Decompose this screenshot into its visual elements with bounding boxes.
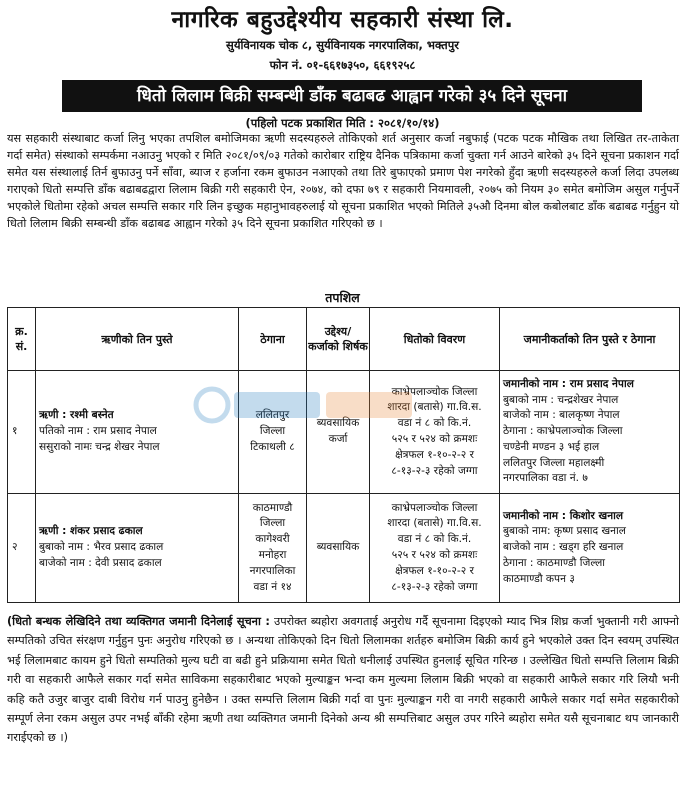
guarantor-line: ठेगाना : काभ्रेपलाञ्चोक जिल्ला [503, 425, 623, 438]
address-line: नगरपालिका [249, 564, 296, 577]
row-address [239, 494, 307, 603]
header-borrower: ऋणीको तिन पुस्ते [36, 308, 239, 371]
collateral-line: काभ्रेपलाञ्चोक जिल्ला [391, 385, 478, 398]
borrower-line: बाजेको नाम : देवी प्रसाद ढकाल [39, 556, 162, 569]
footer-lead: (धितो बन्धक लेखिदिने तथा व्यक्तिगत जमानी दिनेलाई सूचना : [7, 615, 270, 628]
borrower-line: पतिको नाम : राम प्रसाद नेपाल [39, 425, 157, 438]
collateral-line: शारदा (बतासे) गा.वि.स. [387, 517, 482, 530]
row-borrower [36, 494, 239, 603]
collateral-line: काभ्रेपलाञ्चोक जिल्ला [391, 501, 478, 514]
table-caption: तपशिल [325, 290, 360, 305]
guarantor-line: बुबाको नाम: कृष्ण प्रसाद खनाल [503, 525, 626, 538]
row-borrower [36, 371, 239, 494]
row-guarantor [500, 494, 680, 603]
address-line: कागेश्वरी [255, 533, 290, 546]
published-date: (पहिलो पटक प्रकाशित मिति : २०८१/१०/१४) [245, 116, 440, 130]
row-guarantor [500, 371, 680, 494]
collateral-line: क्षेत्रफल १-१०-२-२ र [395, 564, 474, 577]
table-row [8, 494, 680, 603]
intro-paragraph: यस सहकारी संस्थाबाट कर्जा लिनु भएका तपशिल बमोजिमका ऋणी सदस्यहरुले तोकिएको शर्त अनुसार कर्जा नबुफाई (पटक पटक मौखिक तथा लिखित तर-ताकेता गर्दा समेत) संस्थाको सम्पर्कमा नआउनु भएको र मिति २०८१/०९/०३ गतेको कारोबार राष्ट्रिय दैनिक पत्रिकामा कर्जा चुक्ता गर्न आउने बारेको ३५ दिने सूचना प्रकाशन गर्दा समेत यस संस्थालाई तिर्न बुफाउनु पर्ने साँवा, ब्याज र हर्जाना रकम बुफाउन नआएको तथा तिरे बुफाएको प्रमाण पेश नगरेको हुँदा ऋणी सदस्यहरुले कर्जा लिदा उपलब्ध गराएको धितो सम्पत्ति डाँक बढाबढद्वारा लिलाम बिक्री गरी सहकारी ऐन, २०७४, को दफा ७९ र सहकारी नियमावली, २०७५ को नियम ३० समेत बमोजिम असुल गर्नुपर्ने भएकोले धितोमा रहेको अचल सम्पत्ति सकार गरि लिन इच्छुक महानुभावहरुलाई यो सूचना प्रकाशित भएको मितिले ३५औ दिनमा बोल कबोलबाट डाँक बढाबढ गर्नुहुन यो धितो लिलाम बिक्री सम्बन्धी डाँक बढाबढ आह्वान गरेको ३५ दिने सूचना प्रकाशित गरिएको छ । [7, 132, 679, 230]
header-purpose: उद्देश्य/ कर्जाको शिर्षक [307, 308, 370, 371]
footer-body: उपरोक्त ब्यहोरा अवगताई अनुरोध गर्दै सूचनामा दिइएको म्याद भित्र शिघ्र कर्जा भुक्तानी गरी आफ्नो सम्पतिको उचित संरक्षण गर्नुहुन पुनः अनुरोध गरिएको छ । अन्यथा तोकिएको दिन धितो लिलामका शर्तहरु बमोजिम बिक्री कार्य हुने भएकोले उक्त दिन स्वयम् उपस्थित भई लिलामबाट कायम हुने धितो सम्पतिको मुल्य घटी वा बढी हुने प्रक्रियामा समेत धितो धनीलाई उपस्थित हुनलाई सूचित गरिन्छ । उल्लेखित धितो सम्पत्ति लिलाम बिक्री गरी वा सहकारी आफैले सकार गर्दा समेत साविकमा सहकारीबाट भएको मुल्याङ्कन भन्दा कम मुल्यमा लिलाम बिक्री भएको वा सहकारी आफैले सकार गरि लियौ भनी कहि कतै उजुर बाजुर दाबी विरोध गर्न पाउनु हुनेछैन । उक्त सम्पत्ति लिलाम बिक्री गर्दा वा पुनः मुल्याङ्कन गरी वा नगरी सहकारी आफैले सकार गर्दा समेत सहकारीको सम्पूर्ण लेना रकम असुल उपर नभई बाँकी रहेमा ऋणी तथा व्यक्तिगत जमानी दिनेको अन्य श्री सम्पत्तिबाट असुल उपर गरिने ब्यहोरा समेत यसै सूचनाबाट थप जानकारी गराईएको छ ।) [7, 615, 679, 745]
header-collateral: धितोको विवरण [370, 308, 500, 371]
collateral-line: वडा नं ८ को कि.नं. [397, 417, 472, 430]
guarantor-line: काठमाण्डौ कपन ३ [503, 572, 575, 585]
address-line: जिल्ला [259, 425, 286, 438]
header-guarantor: जमानीकर्ताको तिन पुस्ते र ठेगाना [500, 308, 680, 371]
borrower-line: ससुराको नामः चन्द्र शेखर नेपाल [39, 440, 160, 453]
collateral-line: वडा नं ८ को कि.नं. [397, 533, 472, 546]
notice-title-banner: धितो लिलाम बिक्री सम्बन्धी डाँक बढाबढ आह्वान गरेको ३५ दिने सूचना [62, 80, 642, 112]
collateral-line: ८-१३-२-३ रहेको जग्गा [391, 580, 478, 593]
address-line: टिकाथली ८ [250, 440, 295, 453]
row-sn: २ [8, 494, 36, 603]
borrower-name: ऋणी : शंकर प्रसाद ढकाल [39, 525, 143, 538]
header-address: ठेगाना [239, 308, 307, 371]
row-purpose [307, 494, 370, 603]
address-line: ललितपुर [255, 409, 290, 422]
purpose-line: ब्यवसायिक [316, 541, 360, 554]
address-line: काठमाण्डौ [252, 501, 293, 514]
address-line: वडा नं १४ [253, 580, 292, 593]
guarantor-name: जमानीको नाम : राम प्रसाद नेपाल [503, 377, 634, 390]
schedule-table [7, 307, 680, 603]
guarantor-line: ललितपुर जिल्ला महालक्ष्मी [503, 456, 605, 469]
purpose-line: ब्यवसायिक [316, 417, 360, 430]
borrower-name: ऋणी : रश्मी बस्नेत [39, 409, 114, 422]
guarantor-line: बुबाको नाम : चन्द्रशेखर नेपाल [503, 393, 619, 406]
address-line: मनोहरा [258, 549, 287, 561]
guarantor-line: बाजेको नाम : खड्ग हरि खनाल [503, 541, 624, 554]
row-purpose [307, 371, 370, 494]
org-address: सुर्यविनायक चोक ८, सुर्यविनायक नगरपालिका, भक्तपुर [226, 38, 459, 52]
org-name: नागरिक बहुउद्देश्यीय सहकारी संस्था लि. [171, 7, 514, 33]
row-collateral [370, 494, 500, 603]
row-address [239, 371, 307, 494]
row-collateral [370, 371, 500, 494]
schedule-table-wrap [7, 307, 679, 603]
footer-notice [7, 612, 679, 748]
row-sn: १ [8, 371, 36, 494]
guarantor-line: नगरपालिका वडा नं. ७ [503, 472, 588, 485]
collateral-line: क्षेत्रफल १-१०-२-२ र [395, 448, 474, 461]
collateral-line: ५२५ र ५२४ को क्रमशः [391, 433, 478, 445]
guarantor-line: बाजेको नाम : बालकृष्ण नेपाल [503, 409, 620, 422]
guarantor-line: ठेगाना : काठमाण्डौ जिल्ला [503, 556, 606, 569]
table-row [8, 371, 680, 494]
collateral-line: ५२५ र ५२४ को क्रमशः [391, 549, 478, 561]
collateral-line: ८-१३-२-३ रहेको जग्गा [391, 464, 478, 477]
table-header-row [8, 308, 680, 371]
header-sn: क्र. सं. [8, 308, 36, 371]
guarantor-name: जमानीको नाम : किशोर खनाल [503, 509, 624, 522]
address-line: जिल्ला [259, 517, 286, 530]
org-phone: फोन नं. ०१-६६१७३५०, ६६१९२५८ [269, 58, 416, 72]
collateral-line: शारदा (बतासे) गा.वि.स. [387, 401, 482, 414]
borrower-line: बुबाको नाम : भैरव प्रसाद ढकाल [39, 541, 164, 554]
purpose-line: कर्जा [328, 433, 348, 445]
guarantor-line: चण्डेनी मण्डन ३ भई हाल [503, 440, 600, 453]
